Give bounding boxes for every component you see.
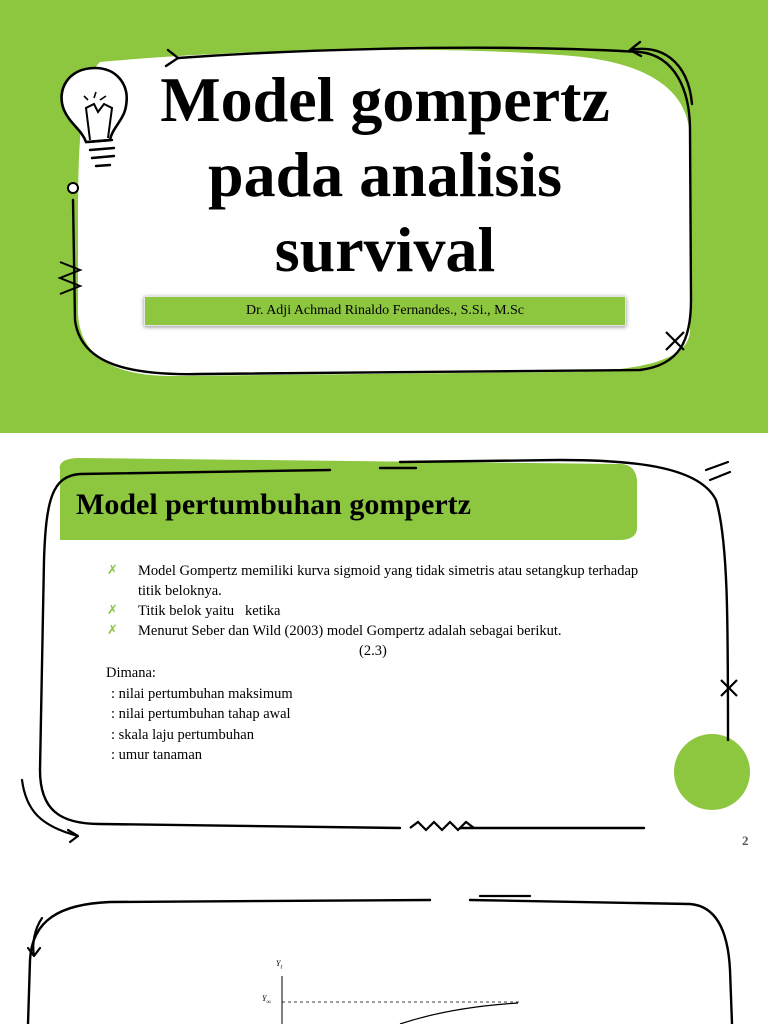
bullet-item	[107, 561, 647, 601]
bullet-text: Model Gompertz memiliki kurva sigmoid yang tidak simetris atau setangkup terhadap titik beloknya.	[138, 563, 639, 599]
y-axis-subscript: t	[280, 964, 283, 971]
lightbulb-icon	[50, 62, 140, 172]
cross-mark-icon: ✗	[107, 603, 118, 618]
page-number: 2	[742, 833, 749, 848]
author-banner	[144, 296, 626, 326]
asymptote-subscript: ∞	[266, 999, 271, 1006]
cross-mark-icon: ✗	[107, 563, 118, 578]
bullet-item	[107, 621, 647, 641]
definitions-block	[106, 663, 293, 766]
graph-frame-decoration	[0, 878, 768, 1024]
title-slide	[0, 0, 768, 433]
bullet-text: Titik belok yaitu ketika	[138, 603, 281, 619]
definition-item: : umur tanaman	[111, 747, 203, 763]
author-name: Dr. Adji Achmad Rinaldo Fernandes., S.Si., M.Sc	[245, 303, 525, 318]
definition-item: : nilai pertumbuhan maksimum	[111, 685, 293, 702]
bullet-list	[107, 561, 647, 641]
equation-number: (2.3)	[359, 643, 387, 659]
y-axis-symbol: Y	[276, 959, 281, 968]
slide-title: Model gompertz pada analisis survival	[160, 64, 610, 285]
where-label: Dimana:	[106, 665, 156, 681]
bullet-text: Menurut Seber dan Wild (2003) model Gompertz adalah sebagai berikut.	[138, 623, 562, 639]
definition-item: : nilai pertumbuhan tahap awal	[111, 706, 291, 722]
cross-mark-icon: ✗	[107, 623, 118, 638]
y-axis-label	[276, 959, 282, 971]
graph-slide	[0, 878, 768, 1024]
bullet-item	[107, 601, 647, 621]
content-title: Model pertumbuhan gompertz	[76, 488, 471, 521]
asymptote-label	[262, 994, 271, 1006]
definition-item: : skala laju pertumbuhan	[111, 726, 254, 743]
asymptote-symbol: Y	[262, 994, 267, 1003]
